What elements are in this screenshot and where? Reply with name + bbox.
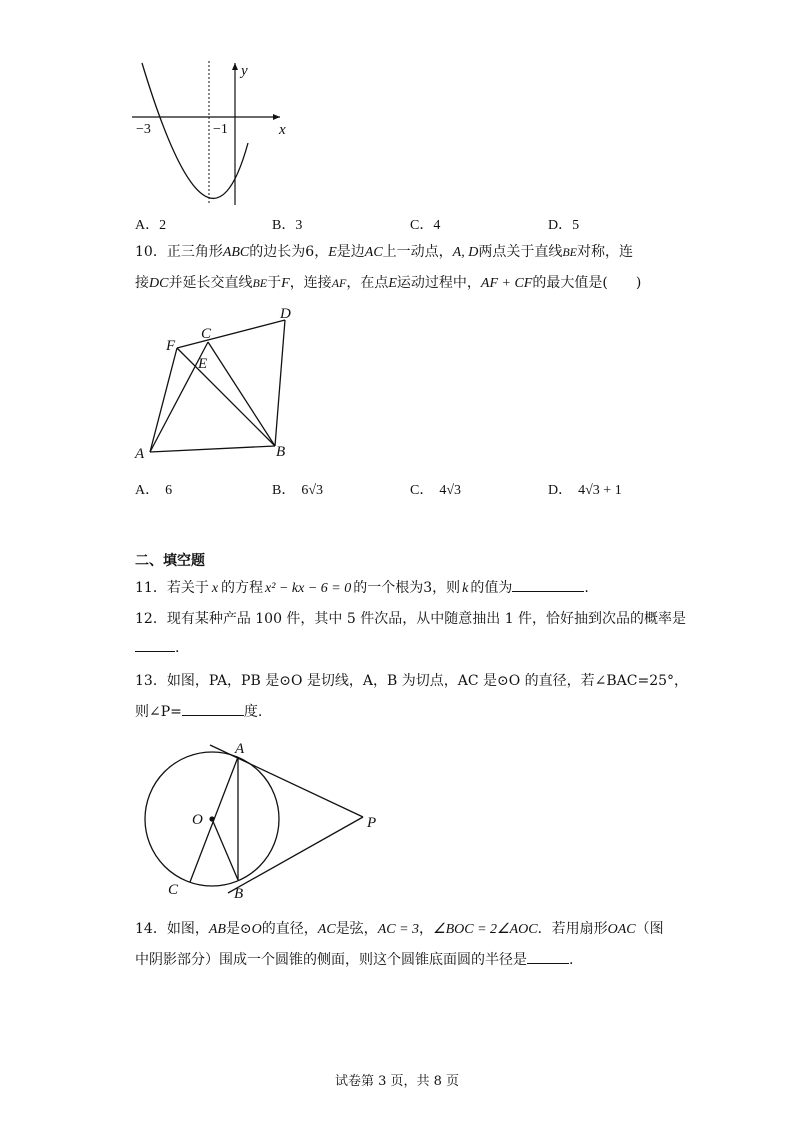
q11-equation: x² − kx − 6 = 0 xyxy=(265,581,352,596)
q13-label-P: P xyxy=(367,815,377,831)
q10-math: A, D xyxy=(452,245,479,260)
q10-math: AF xyxy=(331,276,347,290)
q10-option-letter: C． xyxy=(410,483,434,498)
q10-option-a xyxy=(135,479,172,499)
q10-line2 xyxy=(135,273,641,294)
q9-neg3-label: −3 xyxy=(136,122,151,137)
q11-math: x xyxy=(211,581,219,596)
q10-option-letter: A． xyxy=(135,483,160,498)
q11-text: 若关于 xyxy=(166,580,209,596)
q10-option-value: 6 xyxy=(165,483,173,498)
q10-label-B: B xyxy=(276,444,286,460)
q10-text: 对称，连 xyxy=(577,244,633,260)
q13-label-C: C xyxy=(168,882,179,898)
q14-math: O xyxy=(251,922,262,937)
q13-circle-figure xyxy=(135,735,395,905)
q9-option-c: C．4 xyxy=(410,218,441,233)
q10-label-A: A xyxy=(135,446,145,462)
q11-line xyxy=(135,578,589,599)
q9-neg1-label: −1 xyxy=(213,122,228,137)
q10-text: 接 xyxy=(135,275,149,291)
q10-text: 的最大值是( ) xyxy=(532,275,642,291)
q10-label-F: F xyxy=(166,338,176,354)
page-footer: 试卷第 3 页，共 8 页 xyxy=(334,1074,460,1089)
q11-text: 的方程 xyxy=(221,580,264,596)
q10-option-d xyxy=(548,479,622,499)
q14-text: ．若用扇形 xyxy=(537,921,608,937)
q13-line1: 13．如图，PA，PB 是⊙O 是切线，A，B 为切点，AC 是⊙O 的直径，若∠BAC=25°， xyxy=(135,673,689,689)
q10-text: 的边长为 xyxy=(249,244,306,260)
q12-line2 xyxy=(135,638,179,658)
q13-text: 度. xyxy=(243,704,263,720)
q14-math: ∠BOC = 2∠AOC xyxy=(433,922,538,937)
q10-math: E xyxy=(388,276,397,291)
q13-line2 xyxy=(135,702,262,722)
q10-math: F xyxy=(281,276,290,291)
q14-math: AB xyxy=(208,922,226,937)
q11-text: ，则 xyxy=(432,580,461,596)
q10-math: AC xyxy=(364,245,383,260)
q11-math: 3 xyxy=(423,580,433,596)
q10-text: 是边 xyxy=(336,244,365,260)
q10-triangle-figure xyxy=(130,300,310,470)
q9-parabola-graph xyxy=(120,55,300,210)
q10-label-E: E xyxy=(198,356,208,372)
q10-math: 6 xyxy=(305,244,315,260)
q10-text: 于 xyxy=(267,275,282,291)
q10-option-letter: D． xyxy=(548,483,573,498)
q11-text: 的一个根为 xyxy=(353,580,424,596)
q10-text: ，在点 xyxy=(346,275,389,291)
q13-text: 则∠P= xyxy=(135,704,182,720)
q10-label-D: D xyxy=(280,306,291,322)
q14-text: （图 xyxy=(635,921,664,937)
q10-option-value: 6√3 xyxy=(301,483,324,498)
q10-text: ，连接 xyxy=(289,275,332,291)
q10-text: 运动过程中， xyxy=(396,275,481,291)
q9-option-b: B．3 xyxy=(272,218,303,233)
q14-text: 中阴影部分）围成一个圆锥的侧面，则这个圆锥底面圆的半径是 xyxy=(135,952,527,968)
q10-math: BE xyxy=(252,276,268,290)
q9-option-d: D．5 xyxy=(548,218,580,233)
q9-option-a: A．2 xyxy=(135,218,167,233)
q14-number: 14．如图， xyxy=(135,921,209,937)
q10-label-C: C xyxy=(201,326,212,342)
q14-answer-blank[interactable] xyxy=(527,951,569,964)
q13-answer-blank[interactable] xyxy=(182,703,244,716)
q14-text: 的直径， xyxy=(261,921,318,937)
q14-math: AC = 3 xyxy=(377,922,420,937)
q13-label-O: O xyxy=(192,812,203,828)
q9-x-label: x xyxy=(279,122,286,138)
q11-text: . xyxy=(584,580,589,596)
q13-label-B: B xyxy=(234,886,244,902)
q12-answer-blank[interactable] xyxy=(135,639,175,652)
q11-answer-blank[interactable] xyxy=(512,579,584,592)
q10-text: 正三角形 xyxy=(166,244,223,260)
q14-line2 xyxy=(135,950,573,970)
q14-text: . xyxy=(569,952,574,968)
q10-text: 上一动点， xyxy=(382,244,453,260)
q10-option-value: 4√3 + 1 xyxy=(578,483,622,498)
q10-math: ABC xyxy=(222,245,250,260)
q14-line1 xyxy=(135,919,664,940)
q14-text: ， xyxy=(419,921,434,937)
q9-y-label: y xyxy=(241,63,248,79)
q10-math: BE xyxy=(562,245,577,259)
q11-number: 11． xyxy=(135,580,167,596)
q13-label-A: A xyxy=(235,741,245,757)
q12-text: . xyxy=(175,640,180,656)
q10-option-letter: B． xyxy=(272,483,296,498)
q10-option-value: 4√3 xyxy=(439,483,462,498)
q10-text: ， xyxy=(314,244,329,260)
q14-math: OAC xyxy=(607,922,636,937)
q14-text: 是弦， xyxy=(335,921,378,937)
q10-math: DC xyxy=(149,276,169,291)
q10-math: E xyxy=(328,245,337,260)
q14-math: AC xyxy=(317,922,336,937)
q10-text: 并延长交直线 xyxy=(168,275,253,291)
q10-option-c xyxy=(410,479,461,499)
q11-text: 的值为 xyxy=(470,580,513,596)
q10-option-b xyxy=(272,479,323,499)
q10-text: 两点关于直线 xyxy=(478,244,563,260)
section-heading: 二、填空题 xyxy=(135,553,205,569)
q12-line1: 12．现有某种产品 100 件，其中 5 件次品，从中随意抽出 1 件，恰好抽到次品的概率是 xyxy=(135,611,687,627)
q10-number: 10． xyxy=(135,244,167,260)
q14-text: 是⊙ xyxy=(225,921,252,937)
q10-line1 xyxy=(135,242,633,263)
q11-math: k xyxy=(462,581,469,596)
q10-math: AF + CF xyxy=(480,276,533,291)
